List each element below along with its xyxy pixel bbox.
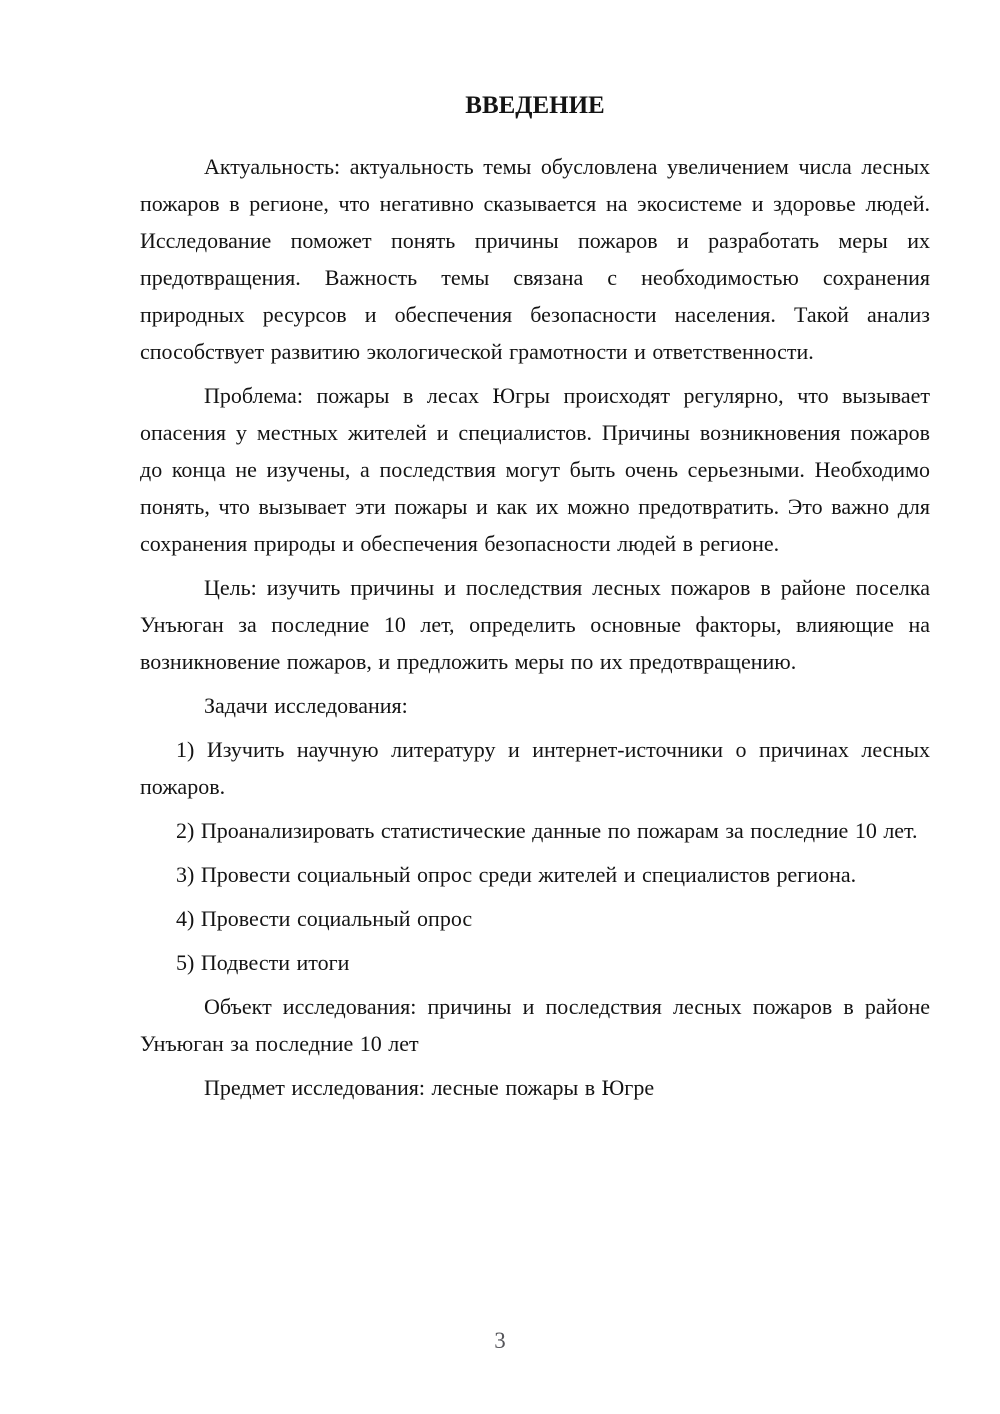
page-number: 3	[494, 1328, 506, 1353]
paragraph-research-object: Объект исследования: причины и последствия лесных пожаров в районе Унъюган за последние 10 лет	[140, 994, 930, 1056]
list-item-task-1: 1) Изучить научную литературу и интернет-источники о причинах лесных пожаров.	[140, 737, 930, 799]
document-content	[140, 90, 930, 1113]
paragraph-goal: Цель: изучить причины и последствия лесных пожаров в районе поселка Унъюган за последние 10 лет, определить основные факторы, влияющие на возникновение пожаров, и предложить меры по их предотвращению.	[140, 575, 930, 674]
paragraph-problem: Проблема: пожары в лесах Югры происходят регулярно, что вызывает опасения у местных жителей и специалистов. Причины возникновения пожаров до конца не изучены, а последствия могут быть очень серьезными. Необходимо понять, что вызывает эти пожары и как их можно предотвратить. Это важно для сохранения природы и обеспечения безопасности людей в регионе.	[140, 383, 930, 556]
list-item-task-4: 4) Провести социальный опрос	[176, 906, 473, 931]
paragraph-actuality: Актуальность: актуальность темы обусловлена увеличением числа лесных пожаров в регионе, что негативно сказывается на экосистеме и здоровье людей. Исследование поможет понять причины пожаров и разработать меры их предотвращения. Важность темы связана с необходимостью сохранения природных ресурсов и обеспечения безопасности населения. Такой анализ способствует развитию экологической грамотности и ответственности.	[140, 154, 930, 364]
list-item-task-2: 2) Проанализировать статистические данные по пожарам за последние 10 лет.	[176, 818, 918, 843]
page-title: ВВЕДЕНИЕ	[465, 92, 605, 119]
list-item-task-3: 3) Провести социальный опрос среди жителей и специалистов региона.	[176, 862, 857, 887]
list-item-task-5: 5) Подвести итоги	[176, 950, 350, 975]
paragraph-research-subject: Предмет исследования: лесные пожары в Югре	[204, 1075, 655, 1100]
paragraph-tasks-heading: Задачи исследования:	[204, 693, 408, 718]
